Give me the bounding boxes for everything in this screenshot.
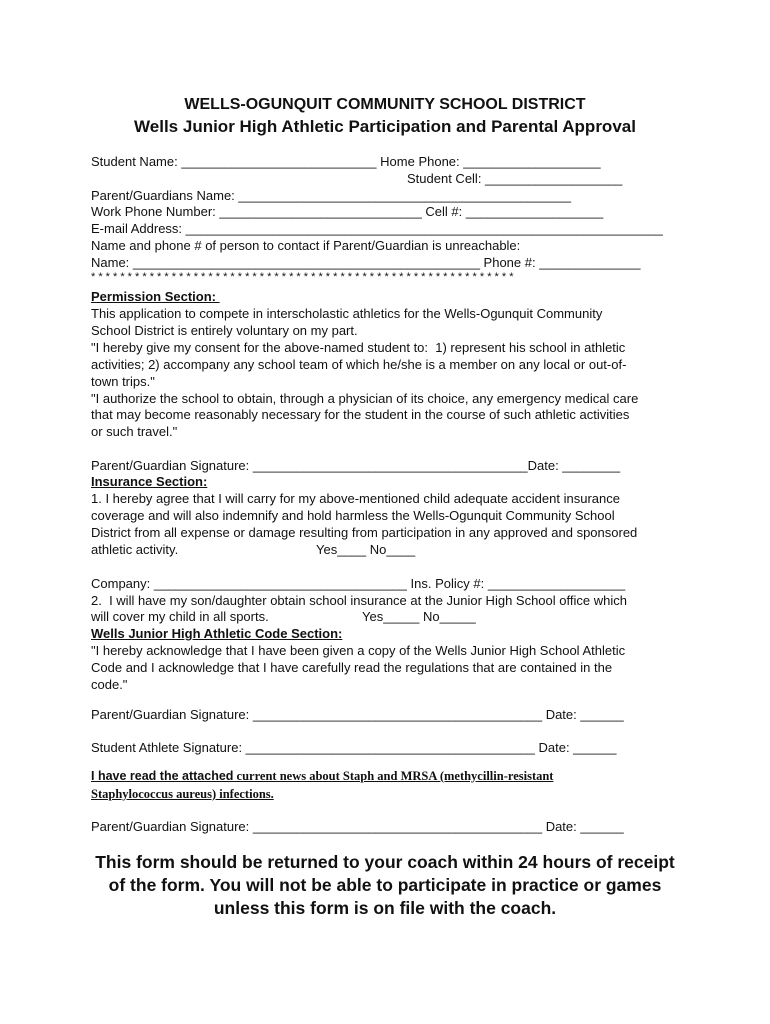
- return-instruction-line: This form should be returned to your coach within 24 hours of receipt: [95, 852, 675, 872]
- code-text-line: code.": [91, 677, 128, 692]
- parent-name-line[interactable]: Parent/Guardians Name: ______________________________________________: [91, 188, 571, 203]
- insurance-text-line: athletic activity.: [91, 542, 179, 557]
- insurance-text-line: District from all expense or damage resulting from participation in any approved and sponsored: [91, 525, 638, 540]
- email-line[interactable]: E-mail Address: __________________________________________________________________: [91, 221, 663, 236]
- staph-signature-line[interactable]: Parent/Guardian Signature: ________________________________________ Date: ______: [91, 819, 624, 834]
- code-text-line: Code and I acknowledge that I have carefully read the regulations that are contained in the: [91, 660, 613, 675]
- district-title: WELLS-OGUNQUIT COMMUNITY SCHOOL DISTRICT: [184, 96, 586, 113]
- work-phone-line[interactable]: Work Phone Number: ____________________________ Cell #: ___________________: [91, 204, 604, 219]
- staph-notice-line: Staphylococcus aureus) infections.: [91, 787, 274, 801]
- staph-notice-line: [91, 768, 553, 785]
- insurance-text-line: 1. I hereby agree that I will carry for my above-mentioned child adequate accident insurance: [91, 491, 620, 506]
- permission-text-line: town trips.": [91, 374, 155, 389]
- school-insurance-yes-no[interactable]: Yes_____ No_____: [362, 609, 476, 624]
- student-cell-line[interactable]: Student Cell: ___________________: [407, 171, 623, 186]
- staph-notice-lead: I have read the attached: [91, 769, 234, 783]
- permission-text-line: This application to compete in interscholastic athletics for the Wells-Ogunquit Community: [91, 306, 603, 321]
- form-title: Wells Junior High Athletic Participation and Parental Approval: [134, 117, 636, 136]
- code-text-line: "I hereby acknowledge that I have been given a copy of the Wells Junior High School Athletic: [91, 643, 626, 658]
- return-instruction-line: unless this form is on file with the coach.: [213, 898, 557, 918]
- staph-notice-rest: current news about Staph and MRSA (methycillin-resistant: [233, 769, 554, 783]
- permission-text-line: "I hereby give my consent for the above-named student to: 1) represent his school in athletic: [91, 340, 626, 355]
- student-signature-line[interactable]: Student Athlete Signature: ________________________________________ Date: ______: [91, 740, 617, 755]
- contact-name-line[interactable]: Name: ________________________________________________ Phone #: ______________: [91, 255, 641, 270]
- permission-text-line: activities; 2) accompany any school team of which he/she is a member on any local or out-of-: [91, 357, 627, 372]
- asterisk-separator: * * * * * * * * * * * * * * * * * * * * * * * * * * * * * * * * * * * * * * * * * * * * * * * * * * * * * * * * * *: [91, 271, 514, 283]
- company-policy-line[interactable]: Company: ___________________________________ Ins. Policy #: ___________________: [91, 576, 626, 591]
- permission-signature-line[interactable]: Parent/Guardian Signature: ______________________________________Date: ________: [91, 458, 621, 473]
- return-instructions: [60, 851, 710, 920]
- insurance-item2-line: will cover my child in all sports.: [91, 609, 269, 624]
- permission-text-line: that may become reasonably necessary for the student in the course of such athletic activities: [91, 407, 630, 422]
- permission-text-line: School District is entirely voluntary on my part.: [91, 323, 358, 338]
- permission-heading: Permission Section:: [91, 289, 220, 304]
- insurance-item2-line: 2. I will have my son/daughter obtain school insurance at the Junior High School office which: [91, 593, 627, 608]
- insurance-yes-no[interactable]: Yes____ No____: [316, 542, 416, 557]
- insurance-text-line: coverage and will also indemnify and hold harmless the Wells-Ogunquit Community School: [91, 508, 615, 523]
- insurance-heading: Insurance Section:: [91, 474, 208, 489]
- return-instruction-line: of the form. You will not be able to participate in practice or games: [108, 875, 662, 895]
- permission-text-line: or such travel.": [91, 424, 178, 439]
- code-parent-signature-line[interactable]: Parent/Guardian Signature: ________________________________________ Date: ______: [91, 707, 624, 722]
- student-name-line[interactable]: Student Name: ___________________________ Home Phone: ___________________: [91, 154, 601, 169]
- contact-prompt: Name and phone # of person to contact if Parent/Guardian is unreachable:: [91, 238, 521, 253]
- permission-text-line: "I authorize the school to obtain, through a physician of its choice, any emergency medical care: [91, 391, 639, 406]
- code-heading: Wells Junior High Athletic Code Section:: [91, 626, 343, 641]
